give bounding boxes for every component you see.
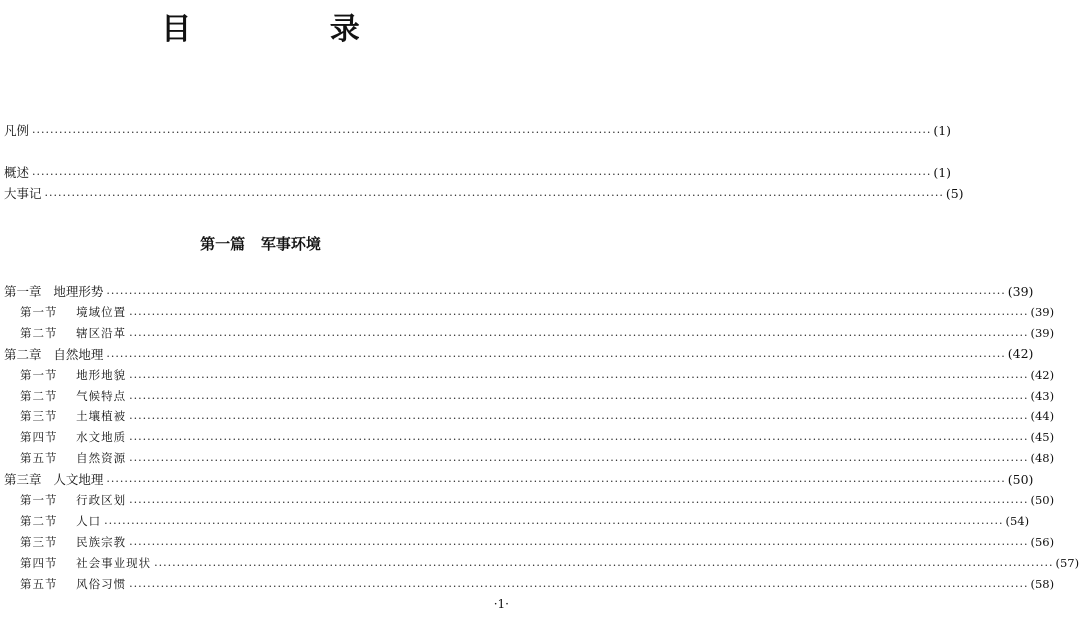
toc-entry-label: 第三节 土壤植被: [20, 409, 127, 424]
toc-entry-page: (39): [1030, 325, 1055, 340]
toc-section-entry: [0, 406, 1055, 426]
leader-dots: ........................................................................................................................................................................................................: [129, 325, 1029, 339]
toc-entry-label: 第一节 行政区划: [20, 493, 127, 507]
leader-dots: ........................................................................................................................................................................................................: [129, 388, 1029, 402]
toc-entry-front: [0, 183, 964, 203]
leader-dots: ........................................................................................................................................................................................................: [44, 186, 944, 199]
leader-dots: ........................................................................................................................................................................................................: [129, 493, 1029, 506]
leader-dots: ........................................................................................................................................................................................................: [129, 304, 1029, 318]
leader-dots: ........................................................................................................................................................................................................: [129, 430, 1029, 444]
part-title: 第一篇 军事环境: [200, 235, 321, 253]
toc-entry-page: (56): [1030, 534, 1055, 549]
toc-section-entry: [0, 365, 1055, 385]
toc-section-entry: [0, 574, 1055, 594]
leader-dots: ........................................................................................................................................................................................................: [106, 346, 1006, 360]
page-number: ·1·: [493, 597, 509, 611]
toc-entry-page: (43): [1030, 388, 1055, 403]
toc-entry-page: (54): [1005, 513, 1030, 528]
toc-entry-page: (39): [1030, 304, 1055, 319]
leader-dots: ........................................................................................................................................................................................................: [104, 513, 1004, 527]
toc-entry-page: (39): [1007, 283, 1034, 299]
toc-entry-label: 第四节 社会事业现状: [20, 555, 152, 570]
leader-dots: ........................................................................................................................................................................................................: [154, 555, 1054, 569]
leader-dots: ........................................................................................................................................................................................................: [129, 367, 1029, 381]
toc-entry-page: (45): [1030, 430, 1055, 445]
leader-dots: ........................................................................................................................................................................................................: [129, 451, 1029, 465]
toc-entry-page: (1): [933, 164, 952, 180]
leader-dots: ........................................................................................................................................................................................................: [32, 165, 932, 178]
toc-entry-label: 第一节 地形地貌: [20, 367, 127, 382]
toc-entry-label: 第五节 风俗习惯: [20, 576, 127, 591]
toc-entry-page: (57): [1055, 555, 1079, 570]
toc-entry-label: 第一节 境域位置: [20, 304, 127, 319]
toc-entry-label: 大事记: [4, 186, 42, 201]
toc-section-entry: [0, 302, 1055, 322]
toc-section-entry: [0, 427, 1055, 447]
toc-chapter-entry: [0, 469, 1034, 489]
toc-section-entry: [0, 386, 1055, 406]
toc-entry-label: 第三节 民族宗教: [20, 534, 127, 549]
leader-dots: ........................................................................................................................................................................................................: [106, 284, 1006, 297]
leader-dots: ........................................................................................................................................................................................................: [106, 472, 1006, 486]
toc-entry-label: 概述: [4, 165, 30, 180]
toc-entry-label: 凡例: [4, 123, 30, 138]
toc-entry-page: (44): [1030, 409, 1055, 424]
toc-section-entry: [0, 532, 1055, 552]
toc-section-entry: [0, 448, 1055, 468]
toc-section-entry: [0, 323, 1055, 343]
toc-entry-page: (58): [1030, 576, 1055, 591]
toc-entry-page: (5): [945, 185, 964, 201]
toc-entry-label: 第三章 人文地理: [4, 472, 104, 488]
toc-chapter-entry: [0, 281, 1034, 301]
toc-entry-label: 第二章 自然地理: [4, 346, 104, 362]
toc-entry-page: (1): [933, 122, 952, 138]
toc-entry-front: [0, 120, 952, 140]
toc-section-entry: [0, 553, 1079, 573]
toc-entry-page: (50): [1007, 471, 1034, 487]
toc-entry-label: 第二节 气候特点: [20, 388, 127, 403]
page-title: 目 录: [161, 12, 424, 47]
leader-dots: ........................................................................................................................................................................................................: [129, 534, 1029, 548]
toc-entry-label: 第一章 地理形势: [4, 284, 104, 299]
leader-dots: ........................................................................................................................................................................................................: [129, 409, 1029, 423]
toc-entry-page: (48): [1030, 451, 1055, 466]
toc-entry-label: 第五节 自然资源: [20, 451, 127, 466]
toc-entry-front: [0, 162, 952, 182]
toc-entry-label: 第四节 水文地质: [20, 430, 127, 445]
toc-entry-label: 第二节 人口: [20, 513, 102, 528]
toc-section-entry: [0, 511, 1030, 531]
leader-dots: ........................................................................................................................................................................................................: [32, 123, 932, 136]
toc-entry-page: (50): [1030, 493, 1055, 507]
toc-chapter-entry: [0, 344, 1034, 364]
toc-entry-page: (42): [1007, 346, 1034, 362]
toc-entry-page: (42): [1030, 367, 1055, 382]
leader-dots: ........................................................................................................................................................................................................: [129, 576, 1029, 590]
toc-section-entry: [0, 490, 1055, 510]
toc-entry-label: 第二节 辖区沿革: [20, 325, 127, 340]
